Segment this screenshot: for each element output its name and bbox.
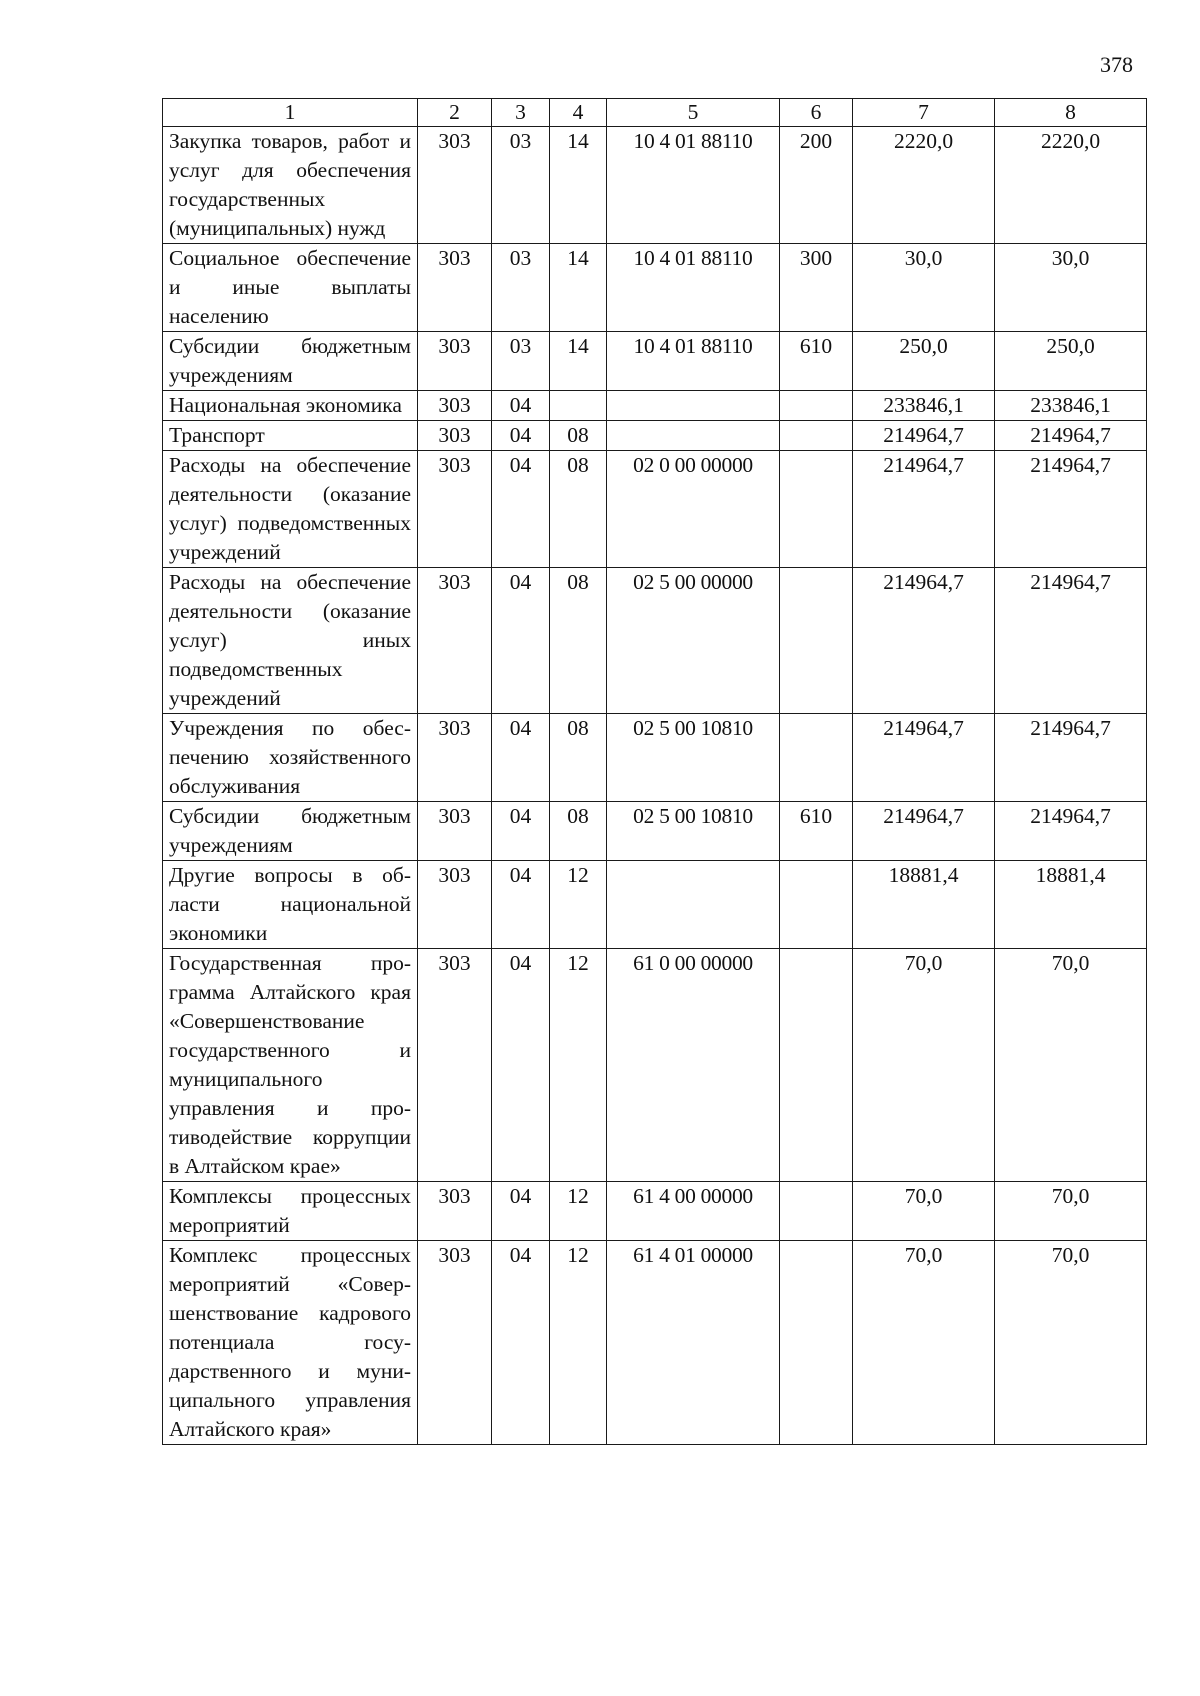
cell-expense-type: 200	[780, 127, 853, 244]
cell-amount-2: 233846,1	[995, 391, 1147, 421]
cell-amount-1: 214964,7	[853, 451, 995, 568]
cell-amount-2: 70,0	[995, 949, 1147, 1182]
table-row	[163, 949, 1147, 1182]
cell-section: 03	[492, 127, 550, 244]
cell-amount-2: 214964,7	[995, 568, 1147, 714]
cell-subsection: 08	[550, 451, 607, 568]
cell-amount-1: 214964,7	[853, 568, 995, 714]
cell-expense-type: 610	[780, 332, 853, 391]
cell-amount-2: 70,0	[995, 1182, 1147, 1241]
cell-code: 303	[418, 802, 492, 861]
cell-subsection: 08	[550, 421, 607, 451]
cell-amount-2: 30,0	[995, 244, 1147, 332]
cell-expense-type	[780, 1182, 853, 1241]
cell-section: 04	[492, 568, 550, 714]
cell-code: 303	[418, 1182, 492, 1241]
cell-target-article: 61 4 00 00000	[607, 1182, 780, 1241]
cell-target-article: 10 4 01 88110	[607, 127, 780, 244]
cell-amount-2: 214964,7	[995, 451, 1147, 568]
column-number: 1	[163, 99, 418, 127]
cell-amount-1: 250,0	[853, 332, 995, 391]
cell-target-article	[607, 391, 780, 421]
cell-target-article: 10 4 01 88110	[607, 244, 780, 332]
row-name: Расходы на обеспечение деятельности (оказание услуг) иных подведомственных учреждений	[163, 568, 418, 714]
row-name: Субсидии бюджетным учреждениям	[163, 332, 418, 391]
row-name: Транспорт	[163, 421, 418, 451]
cell-subsection: 14	[550, 244, 607, 332]
cell-section: 04	[492, 714, 550, 802]
table-row	[163, 421, 1147, 451]
table-row	[163, 568, 1147, 714]
cell-amount-2: 2220,0	[995, 127, 1147, 244]
cell-expense-type: 610	[780, 802, 853, 861]
cell-code: 303	[418, 451, 492, 568]
cell-code: 303	[418, 861, 492, 949]
row-name: Расходы на обеспечение деятельности (оказание услуг) подведомственных учреждений	[163, 451, 418, 568]
row-name: Национальная экономика	[163, 391, 418, 421]
cell-target-article	[607, 861, 780, 949]
table-row	[163, 451, 1147, 568]
cell-amount-1: 2220,0	[853, 127, 995, 244]
cell-target-article	[607, 421, 780, 451]
cell-section: 03	[492, 244, 550, 332]
cell-code: 303	[418, 714, 492, 802]
cell-section: 04	[492, 1182, 550, 1241]
table-row	[163, 332, 1147, 391]
cell-expense-type	[780, 391, 853, 421]
table-row	[163, 714, 1147, 802]
table-row	[163, 391, 1147, 421]
cell-code: 303	[418, 421, 492, 451]
table-row	[163, 244, 1147, 332]
cell-target-article: 02 0 00 00000	[607, 451, 780, 568]
cell-expense-type	[780, 568, 853, 714]
table-row	[163, 1241, 1147, 1445]
cell-target-article: 02 5 00 00000	[607, 568, 780, 714]
cell-amount-1: 30,0	[853, 244, 995, 332]
cell-code: 303	[418, 244, 492, 332]
row-name: Комплекс процессных мероприятий «Совершенствование кадрового потенциала государственного и муниципального управления Алтайского края»	[163, 1241, 418, 1445]
column-number: 8	[995, 99, 1147, 127]
cell-subsection	[550, 391, 607, 421]
cell-target-article: 61 4 01 00000	[607, 1241, 780, 1445]
cell-amount-2: 250,0	[995, 332, 1147, 391]
row-name: Государственная программа Алтайского края «Совершенствование государственного и муниципального управления и противодействие коррупции в Алтайском крае»	[163, 949, 418, 1182]
row-name: Учреждения по обеспечению хозяйственного обслуживания	[163, 714, 418, 802]
cell-amount-1: 214964,7	[853, 714, 995, 802]
cell-target-article: 02 5 00 10810	[607, 714, 780, 802]
cell-amount-1: 70,0	[853, 1182, 995, 1241]
row-name: Комплексы процессных мероприятий	[163, 1182, 418, 1241]
table-row	[163, 861, 1147, 949]
cell-section: 04	[492, 391, 550, 421]
cell-section: 04	[492, 802, 550, 861]
table-row	[163, 1182, 1147, 1241]
cell-expense-type: 300	[780, 244, 853, 332]
column-number: 3	[492, 99, 550, 127]
cell-code: 303	[418, 391, 492, 421]
cell-code: 303	[418, 1241, 492, 1445]
page-number: 378	[1100, 52, 1133, 77]
cell-amount-1: 70,0	[853, 949, 995, 1182]
cell-amount-2: 70,0	[995, 1241, 1147, 1445]
row-name: Закупка товаров, работ и услуг для обеспечения государственных (муниципальных) нужд	[163, 127, 418, 244]
cell-code: 303	[418, 568, 492, 714]
cell-amount-1: 18881,4	[853, 861, 995, 949]
cell-amount-1: 70,0	[853, 1241, 995, 1445]
cell-subsection: 12	[550, 949, 607, 1182]
cell-amount-1: 214964,7	[853, 802, 995, 861]
table-row	[163, 802, 1147, 861]
row-name: Другие вопросы в области национальной экономики	[163, 861, 418, 949]
cell-target-article: 61 0 00 00000	[607, 949, 780, 1182]
cell-expense-type	[780, 861, 853, 949]
column-number: 7	[853, 99, 995, 127]
cell-subsection: 12	[550, 1241, 607, 1445]
budget-table	[162, 98, 1147, 1445]
cell-amount-2: 214964,7	[995, 421, 1147, 451]
row-name: Социальное обеспечение и иные выплаты населению	[163, 244, 418, 332]
cell-expense-type	[780, 949, 853, 1182]
cell-subsection: 14	[550, 127, 607, 244]
cell-amount-2: 18881,4	[995, 861, 1147, 949]
cell-section: 03	[492, 332, 550, 391]
cell-expense-type	[780, 714, 853, 802]
cell-section: 04	[492, 949, 550, 1182]
column-number: 6	[780, 99, 853, 127]
column-number: 2	[418, 99, 492, 127]
table-row	[163, 127, 1147, 244]
cell-subsection: 14	[550, 332, 607, 391]
cell-expense-type	[780, 1241, 853, 1445]
cell-amount-2: 214964,7	[995, 802, 1147, 861]
row-name: Субсидии бюджетным учреждениям	[163, 802, 418, 861]
column-number-row	[163, 99, 1147, 127]
cell-expense-type	[780, 421, 853, 451]
cell-amount-1: 214964,7	[853, 421, 995, 451]
cell-section: 04	[492, 861, 550, 949]
cell-section: 04	[492, 451, 550, 568]
cell-section: 04	[492, 421, 550, 451]
cell-code: 303	[418, 332, 492, 391]
cell-subsection: 08	[550, 802, 607, 861]
cell-subsection: 12	[550, 861, 607, 949]
cell-subsection: 08	[550, 714, 607, 802]
cell-code: 303	[418, 127, 492, 244]
column-number: 5	[607, 99, 780, 127]
cell-amount-1: 233846,1	[853, 391, 995, 421]
cell-subsection: 08	[550, 568, 607, 714]
column-number: 4	[550, 99, 607, 127]
cell-expense-type	[780, 451, 853, 568]
cell-target-article: 02 5 00 10810	[607, 802, 780, 861]
cell-section: 04	[492, 1241, 550, 1445]
cell-amount-2: 214964,7	[995, 714, 1147, 802]
cell-subsection: 12	[550, 1182, 607, 1241]
cell-target-article: 10 4 01 88110	[607, 332, 780, 391]
cell-code: 303	[418, 949, 492, 1182]
